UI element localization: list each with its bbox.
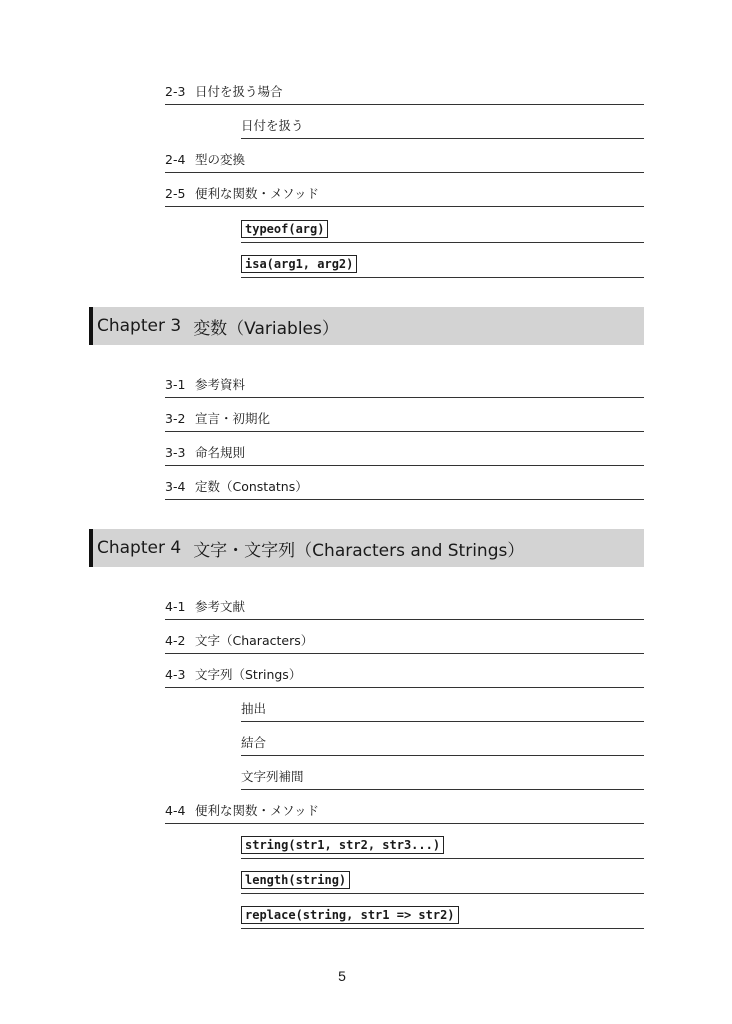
entry-number: 2-5 [165, 186, 186, 201]
entry-title: 型の変換 [195, 152, 246, 167]
chapter-label: Chapter 4 [97, 538, 182, 558]
toc-entry-3-3[interactable] [165, 444, 644, 466]
entry-title: 文字（Characters） [195, 633, 314, 648]
toc-code-entry-isa[interactable] [241, 253, 644, 278]
entry-number: 2-3 [165, 84, 186, 99]
entry-title: 抽出 [241, 701, 267, 716]
entry-title: 日付を扱う [241, 118, 304, 133]
entry-number: 3-3 [165, 445, 186, 460]
toc-entry-3-2[interactable] [165, 410, 644, 432]
entry-number: 3-4 [165, 479, 186, 494]
chapter-3-heading[interactable] [89, 307, 644, 345]
toc-subentry-concat[interactable] [241, 734, 644, 756]
entry-title: 文字列（Strings） [195, 667, 302, 682]
toc-entry-4-1[interactable] [165, 598, 644, 620]
entry-number: 4-1 [165, 599, 186, 614]
entry-title: 参考資料 [195, 377, 246, 392]
chapter-label: Chapter 3 [97, 316, 182, 336]
code-label: length(string) [241, 871, 350, 889]
chapter-title: 変数（Variables） [193, 318, 339, 339]
entry-number: 4-2 [165, 633, 186, 648]
toc-entry-4-3[interactable] [165, 666, 644, 688]
chapter-title: 文字・文字列（Characters and Strings） [193, 540, 525, 561]
entry-title: 文字列補間 [241, 769, 304, 784]
toc-entry-4-2[interactable] [165, 632, 644, 654]
toc-entry-4-4[interactable] [165, 802, 644, 824]
toc-subentry-extract[interactable] [241, 700, 644, 722]
code-label: typeof(arg) [241, 220, 328, 238]
entry-title: 便利な関数・メソッド [195, 803, 320, 818]
toc-entry-3-1[interactable] [165, 376, 644, 398]
entry-title: 結合 [241, 735, 267, 750]
code-label: string(str1, str2, str3...) [241, 836, 444, 854]
entry-title: 参考文献 [195, 599, 246, 614]
entry-number: 2-4 [165, 152, 186, 167]
entry-title: 定数（Constatns） [195, 479, 308, 494]
entry-title: 日付を扱う場合 [195, 84, 283, 99]
page-number: 5 [338, 968, 346, 984]
code-label: replace(string, str1 => str2) [241, 906, 459, 924]
code-label: isa(arg1, arg2) [241, 255, 357, 273]
entry-title: 便利な関数・メソッド [195, 186, 320, 201]
toc-code-entry-length[interactable] [241, 869, 644, 894]
toc-code-entry-string[interactable] [241, 834, 644, 859]
toc-subentry-interpolation[interactable] [241, 768, 644, 790]
toc-entry-2-3[interactable] [165, 84, 644, 105]
entry-number: 3-2 [165, 411, 186, 426]
entry-number: 4-3 [165, 667, 186, 682]
toc-code-entry-typeof[interactable] [241, 218, 644, 243]
entry-number: 3-1 [165, 377, 186, 392]
toc-subentry-date[interactable] [241, 118, 644, 139]
toc-entry-2-4[interactable] [165, 152, 644, 173]
toc-code-entry-replace[interactable] [241, 904, 644, 929]
entry-number: 4-4 [165, 803, 186, 818]
toc-entry-3-4[interactable] [165, 478, 644, 500]
entry-title: 宣言・初期化 [195, 411, 271, 426]
toc-entry-2-5[interactable] [165, 186, 644, 207]
entry-title: 命名規則 [195, 445, 246, 460]
chapter-4-heading[interactable] [89, 529, 644, 567]
